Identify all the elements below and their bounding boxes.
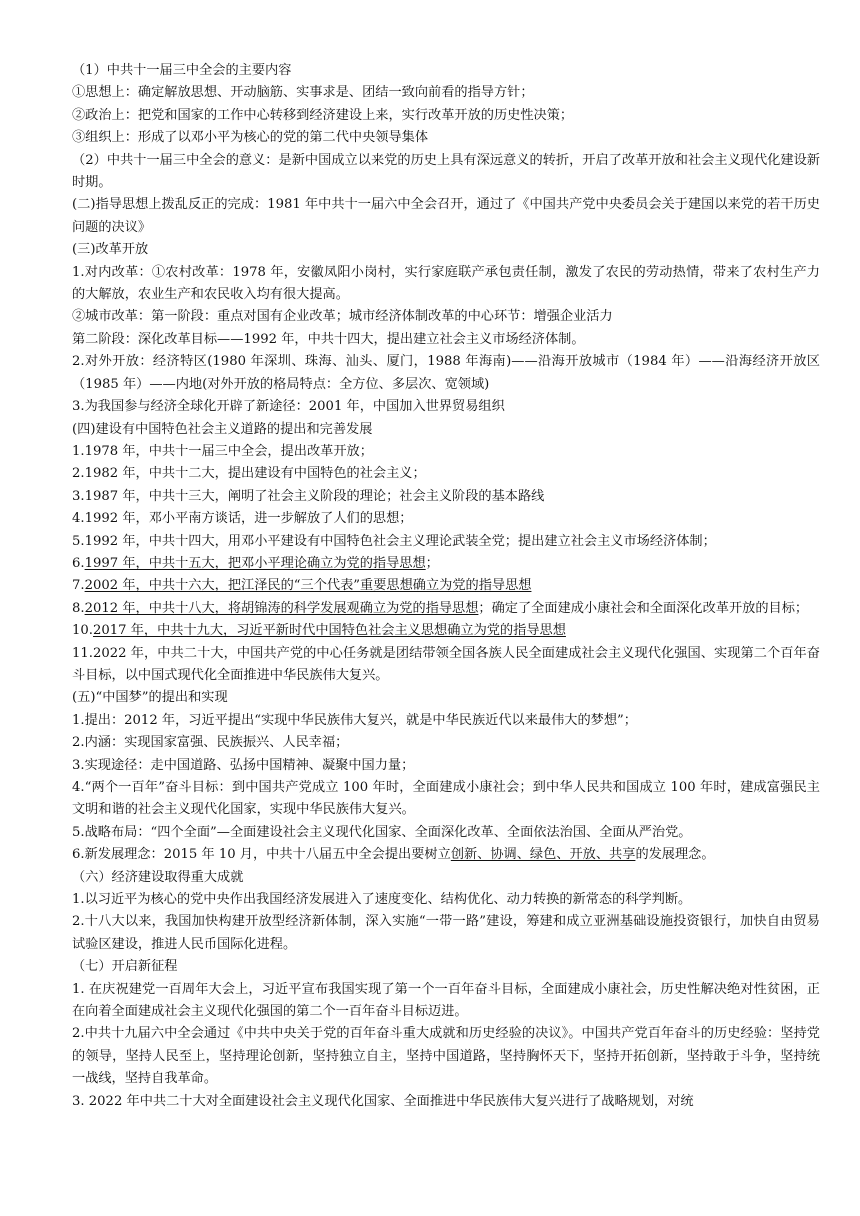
text-paragraph <box>72 306 820 328</box>
text-run: 3.为我国参与经济全球化开辟了新途径：2001 年，中国加入世界贸易组织 <box>72 399 505 415</box>
text-run: 11.2022 年，中共二十大，中国共产党的中心任务就是团结带领全国各族人民全面建成社会主义现代化强国、实现第二个百年奋斗目标，以中国式现代化全面推进中华民族伟大复兴。 <box>72 645 820 683</box>
text-paragraph <box>72 419 820 441</box>
text-run: (四)建设有中国特色社会主义道路的提出和完善发展 <box>72 421 373 437</box>
underlined-text: 2017 年，中共十九大，习近平新时代中国特色社会主义思想确立为党的指导思想 <box>92 623 566 639</box>
text-run: 8. <box>72 600 85 616</box>
text-run: 4.1992 年，邓小平南方谈话，进一步解放了人们的思想； <box>72 511 413 527</box>
text-run: 6.新发展理念：2015 年 10 月，中共十八届五中全会提出要树立 <box>72 847 451 863</box>
text-paragraph <box>72 867 820 889</box>
text-paragraph <box>72 194 820 239</box>
text-paragraph <box>72 1023 820 1090</box>
text-paragraph <box>72 82 820 104</box>
text-run: 1.1978 年，中共十一届三中全会，提出改革开放； <box>72 443 373 459</box>
text-paragraph <box>72 732 820 754</box>
text-run: 2.十八大以来，我国加快构建开放型经济新体制，深入实施“一带一路”建设，筹建和成立亚洲基础设施投资银行，加快自由贸易试验区建设，推进人民币国际化进程。 <box>72 914 820 952</box>
text-run: 1.对内改革：①农村改革：1978 年，安徽凤阳小岗村，实行家庭联产承包责任制，激发了农民的劳动热情，带来了农村生产力的大解放，农业生产和农民收入均有很大提高。 <box>72 264 820 303</box>
text-run: 1.提出：2012 年，习近平提出“实现中华民族伟大复兴，就是中华民族近代以来最伟大的梦想”； <box>72 712 637 728</box>
text-paragraph <box>72 889 820 911</box>
text-paragraph <box>72 911 820 956</box>
text-paragraph <box>72 396 820 418</box>
text-paragraph <box>72 598 820 620</box>
text-paragraph <box>72 643 820 688</box>
text-run: 2.1982 年，中共十二大，提出建设有中国特色的社会主义； <box>72 466 426 482</box>
text-run: 3.实现途径：走中国道路、弘扬中国精神、凝聚中国力量； <box>72 757 415 773</box>
text-run: ②城市改革：第一阶段：重点对国有企业改革；城市经济体制改革的中心环节：增强企业活力 <box>72 309 613 325</box>
text-paragraph <box>72 329 820 351</box>
text-paragraph <box>72 822 820 844</box>
text-paragraph <box>72 844 820 866</box>
text-run: 1. 在庆祝建党一百周年大会上，习近平宣布我国实现了第一个一百年奋斗目标，全面建成小康社会，历史性解决绝对性贫困，正在向着全面建成社会主义现代化强国的第二个一百年奋斗目标迈进。 <box>72 981 820 1020</box>
text-paragraph <box>72 553 820 575</box>
text-run: ②政治上：把党和国家的工作中心转移到经济建设上来，实行改革开放的历史性决策； <box>72 107 574 123</box>
underlined-text: 2012 年，中共十八大，将胡锦涛的科学发展观确立为党的指导思想 <box>84 600 479 616</box>
text-run: （七）开启新征程 <box>72 959 178 975</box>
text-run: (二)指导思想上拨乱反正的完成：1981 年中共十一届六中全会召开，通过了《中国共产党中央委员会关于建国以来党的若干历史问题的决议》 <box>72 197 820 235</box>
text-paragraph <box>72 486 820 508</box>
text-paragraph <box>72 262 820 307</box>
text-run: 1.以习近平为核心的党中央作出我国经济发展进入了速度变化、结构优化、动力转换的新常态的科学判断。 <box>72 892 692 908</box>
text-run: 2.中共十九届六中全会通过《中共中央关于党的百年奋斗重大成就和历史经验的决议》。中国共产党百年奋斗的历史经验：坚持党的领导，坚持人民至上，坚持理论创新，坚持独立自主，坚持中国道路，坚持胸怀天下，坚持开拓创新，坚持敢于斗争，坚持统一战线，坚持自我革命。 <box>72 1026 820 1087</box>
text-run: 的发展理念。 <box>635 847 715 863</box>
text-run: (五)“中国梦”的提出和实现 <box>72 690 228 706</box>
text-run: （2）中共十一届三中全会的意义：是新中国成立以来党的历史上具有深远意义的转折，开启了改革开放和社会主义现代化建设新时期。 <box>72 152 820 191</box>
text-paragraph <box>72 351 820 396</box>
text-run: ①思想上：确定解放思想、开动脑筋、实事求是、团结一致向前看的指导方针； <box>72 85 534 101</box>
text-run: （六）经济建设取得重大成就 <box>72 869 244 885</box>
text-paragraph <box>72 755 820 777</box>
text-run: ③组织上：形成了以邓小平为核心的党的第二代中央领导集体 <box>72 130 429 146</box>
text-run: 5.1992 年，中共十四大，用邓小平建设有中国特色社会主义理论武装全党；提出建立社会主义市场经济体制； <box>72 533 716 549</box>
text-run: ； <box>425 555 439 571</box>
text-paragraph <box>72 239 820 261</box>
text-paragraph <box>72 710 820 732</box>
text-paragraph <box>72 463 820 485</box>
text-paragraph <box>72 508 820 530</box>
text-paragraph <box>72 60 820 82</box>
text-paragraph <box>72 105 820 127</box>
text-paragraph <box>72 620 820 642</box>
text-paragraph <box>72 127 820 149</box>
text-run: ；确定了全面建成小康社会和全面深化改革开放的目标； <box>478 600 809 616</box>
text-run: 10. <box>72 623 93 639</box>
text-run: 7. <box>72 578 85 594</box>
text-paragraph <box>72 150 820 195</box>
text-paragraph <box>72 1091 820 1113</box>
text-run: 3.1987 年，中共十三大，阐明了社会主义阶段的理论；社会主义阶段的基本路线 <box>72 488 545 504</box>
text-paragraph <box>72 777 820 822</box>
text-run: 2.内涵：实现国家富强、民族振兴、人民幸福； <box>72 735 349 751</box>
text-paragraph <box>72 979 820 1024</box>
text-run: 4.“两个一百年”奋斗目标：到中国共产党成立 100 年时，全面建成小康社会；到中华人民共和国成立 100 年时，建成富强民主文明和谐的社会主义现代化国家，实现中华民族伟大复兴。 <box>72 780 820 818</box>
text-paragraph <box>72 441 820 463</box>
text-paragraph <box>72 687 820 709</box>
underlined-text: 创新、协调、绿色、开放、共享 <box>450 847 636 863</box>
text-run: 5.战略布局：“四个全面”—全面建设社会主义现代化国家、全面深化改革、全面依法治国、全面从严治党。 <box>72 824 692 840</box>
text-run: 3. 2022 年中共二十大对全面建设社会主义现代化国家、全面推进中华民族伟大复兴进行了战略规划，对统 <box>72 1093 694 1109</box>
text-paragraph <box>72 956 820 978</box>
text-run: （1）中共十一届三中全会的主要内容 <box>72 63 292 78</box>
text-paragraph <box>72 531 820 553</box>
text-run: 第二阶段：深化改革目标——1992 年，中共十四大，提出建立社会主义市场经济体制。 <box>72 331 585 347</box>
underlined-text: 1997 年，中共十五大，把邓小平理论确立为党的指导思想 <box>84 555 426 571</box>
text-run: (三)改革开放 <box>72 242 149 258</box>
text-paragraph <box>72 575 820 597</box>
text-run: 2.对外开放：经济特区(1980 年深圳、珠海、汕头、厦门，1988 年海南)——沿海开放城市（1984 年）——沿海经济开放区（1985 年）——内地(对外开放的格局特点：全方位、多层次、宽领域) <box>72 354 820 392</box>
underlined-text: 2002 年，中共十六大，把江泽民的“三个代表”重要思想确立为党的指导思想 <box>84 578 532 594</box>
text-run: 6. <box>72 555 85 571</box>
